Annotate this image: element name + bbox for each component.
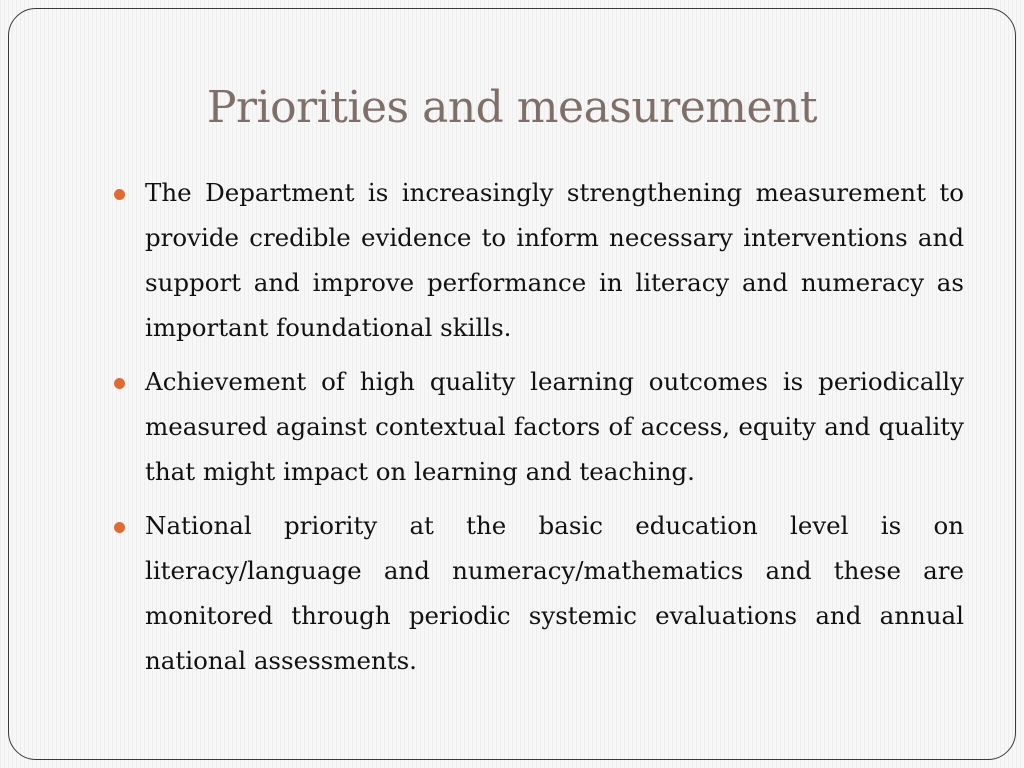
bullet-dot-icon (114, 522, 125, 533)
bullet-text: National priority at the basic education level is on literacy/language and numeracy/mathematics and these are monitored through periodic systemic evaluations and annual national assessments. (145, 511, 964, 675)
bullet-list (114, 170, 964, 692)
bullet-item (114, 170, 964, 350)
bullet-dot-icon (114, 378, 125, 389)
bullet-item (114, 503, 964, 683)
bullet-dot-icon (114, 189, 125, 200)
bullet-item (114, 359, 964, 494)
bullet-text: The Department is increasingly strengthening measurement to provide credible evidence to inform necessary interventions and support and improve performance in literacy and numeracy as important foundational skills. (145, 178, 964, 342)
slide-title: Priorities and measurement (206, 82, 818, 133)
bullet-text: Achievement of high quality learning outcomes is periodically measured against contextual factors of access, equity and quality that might impact on learning and teaching. (145, 367, 964, 486)
